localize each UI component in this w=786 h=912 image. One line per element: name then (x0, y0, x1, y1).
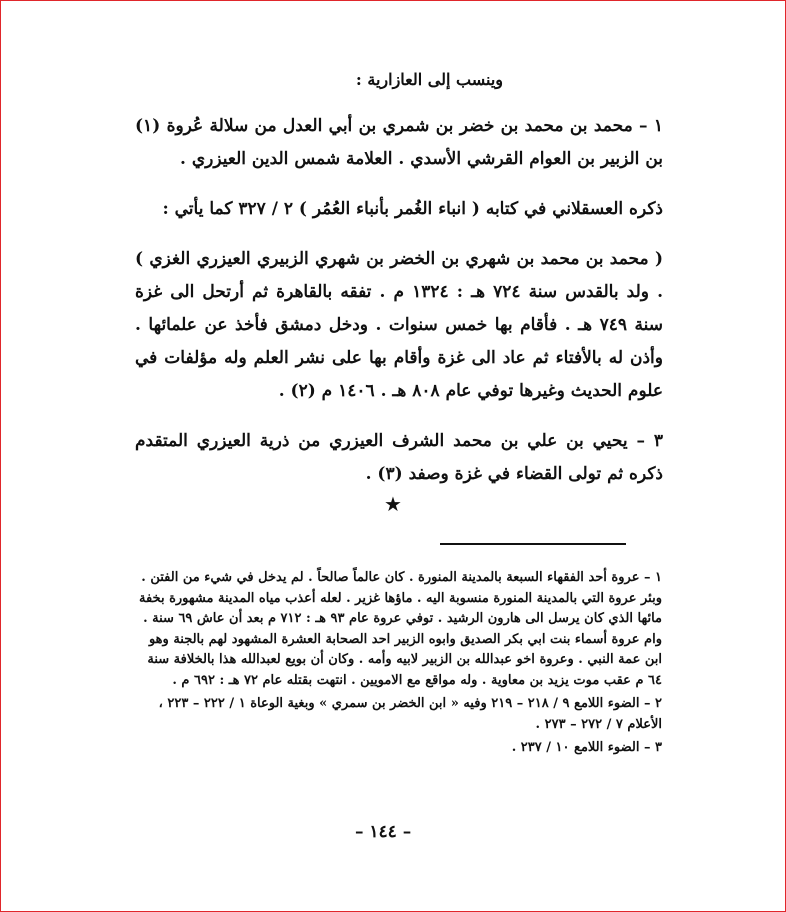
page-number: – ١٤٤ – (355, 822, 412, 842)
entry-3-paragraph: ٣ – يحيي بن علي بن محمد الشرف العيزري من ذرية العيزري المتقدم ذكره ثم تولى القضاء في غزة وصفد (٣) . (135, 431, 663, 484)
footnote-3: ٣ – الضوء اللامع ١٠ / ٢٣٧ . (511, 740, 662, 755)
section-intro: وينسب إلى العازارية : (355, 70, 503, 89)
entry-1-paragraph: ١ – محمد بن محمد بن خضر بن شمري بن أبي العدل من سلالة عُروة (١) بن الزبير بن العوام القرشي الأسدي . العلامة شمس الدين العيزري . (135, 116, 663, 169)
quoted-biography-paragraph: ( محمد بن محمد بن شهري بن الخضر بن شهري الزبيري العيزري الغزي ) . ولد بالقدس سنة ٧٢٤ هـ : ١٣٢٤ م . تفقه بالقاهرة ثم أرتحل الى غزة سنة ٧٤٩ هـ . فأقام بها خمس سنوات . ودخل دمشق فأخذ عن علمائها . وأذن له بالأفتاء ثم عاد الى غزة وأقام بها على نشر العلم وله مؤلفات في علوم الحديث وغيرها توفي عام ٨٠٨ هـ . ١٤٠٦ م (٢) . (135, 249, 664, 401)
citation-paragraph: ذكره العسقلاني في كتابه ( انباء الغُمر بأنباء العُمُر ) ٢ / ٣٢٧ كما يأتي : (162, 199, 663, 219)
footnote-1: ١ – عروة أحد الفقهاء السبعة بالمدينة المنورة . كان عالماً صالحاً . لم يدخل في شيء من الفتن . وبئر عروة التي بالمدينة المنورة منسوبة اليه . ماؤها غزير . لعله أعذب مياه المدينة مشهورة بخفة مائها الذي كان يرسل الى هارون الرشيد . توفي عروة عام ٩٣ هـ : ٧١٢ م بعد أن عاش ٦٩ سنة . وام عروة أسماء بنت ابي بكر الصديق وابوه الزبير احد الصحابة العشرة المشهود لهم بالجنة وهو ابن عمة النبي . وعروة اخو عبدالله بن الزبير لابيه وأمه . وكان أن بويع لعبدالله هذا بالخلافة سنة ٦٤ م عقب موت يزيد بن معاوية . وله مواقع مع الامويين . انتهت بقتله عام ٧٢ هـ : ٦٩٢ م . (139, 570, 662, 688)
footnote-divider (440, 543, 626, 545)
section-star-separator: ★ (384, 492, 402, 516)
footnotes (132, 568, 662, 759)
footnote-2: ٢ – الضوء اللامع ٩ / ٢١٨ – ٢١٩ وفيه « ابن الخضر بن سمري » وبغية الوعاة ١ / ٢٢٢ – ٢٢٣ ، الأعلام ٧ / ٢٧٢ – ٢٧٣ . (158, 696, 662, 732)
main-text (135, 58, 663, 508)
